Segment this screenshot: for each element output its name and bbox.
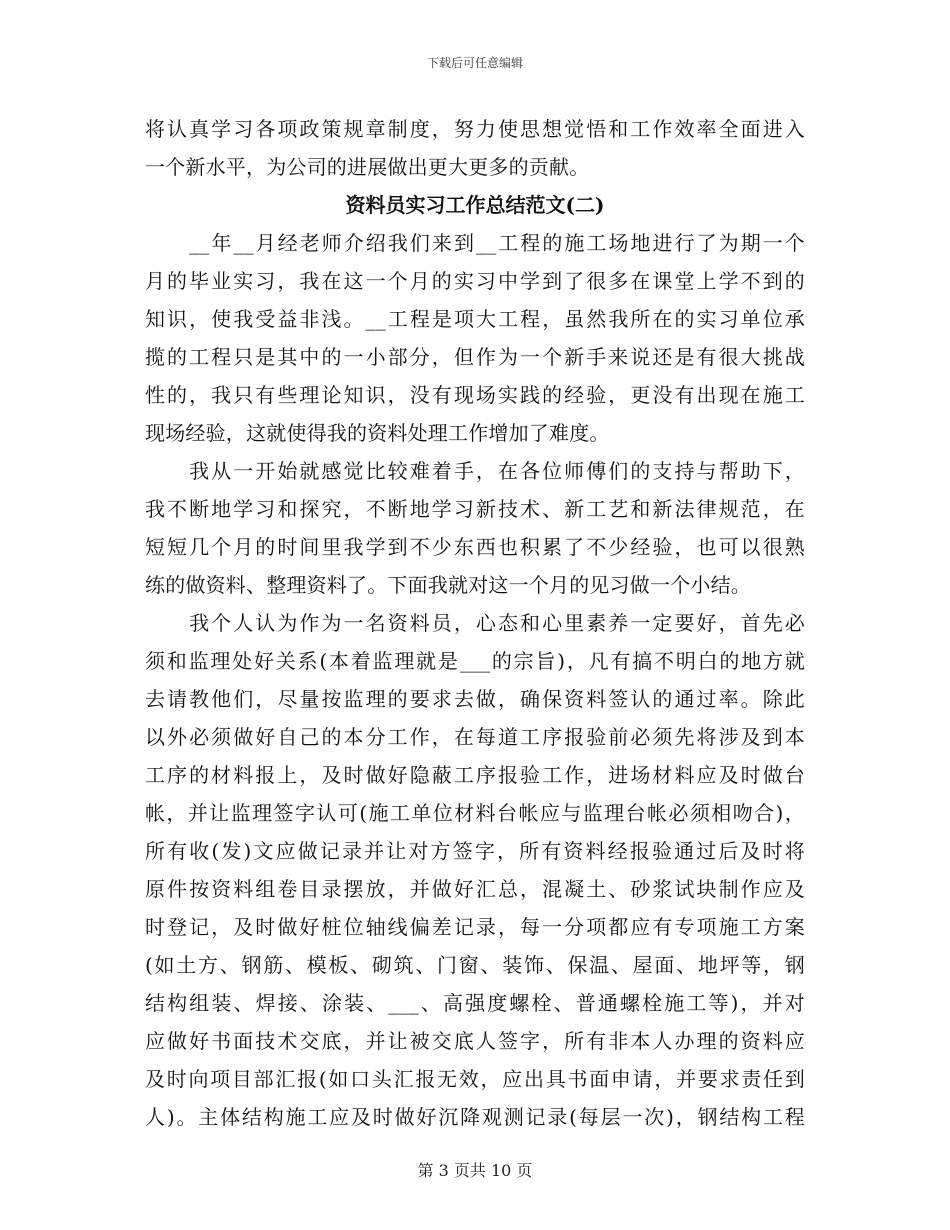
document-body — [145, 110, 805, 1136]
body-line: 知识，使我受益非浅。__工程是项大工程，虽然我所在的实习单位承 — [145, 307, 805, 331]
page-header: 下载后可任意编辑 — [426, 56, 523, 70]
body-line: 一个新水平，为公司的进展做出更大更多的贡献。 — [145, 155, 590, 179]
body-line: 短短几个月的时间里我学到不少东西也积累了不少经验，也可以很熟 — [145, 535, 805, 559]
body-line: 所有收(发)文应做记录并让对方签字，所有资料经报验通过后及时将 — [145, 839, 805, 863]
body-line: 我从一开始就感觉比较难着手，在各位师傅们的支持与帮助下， — [145, 459, 805, 483]
body-line: 应做好书面技术交底，并让被交底人签字，所有非本人办理的资料应 — [145, 1029, 805, 1053]
body-line: 结构组装、焊接、涂装、___、高强度螺栓、普通螺栓施工等)，并对 — [145, 991, 805, 1015]
body-line: 须和监理处好关系(本着监理就是___的宗旨)，凡有搞不明白的地方就 — [145, 649, 805, 673]
body-line: 现场经验，这就使得我的资料处理工作增加了难度。 — [145, 421, 610, 445]
body-line: 我个人认为作为一名资料员，心态和心里素养一定要好，首先必 — [145, 611, 805, 635]
body-line: (如土方、钢筋、模板、砌筑、门窗、装饰、保温、屋面、地坪等，钢 — [145, 953, 805, 977]
body-line: 去请教他们，尽量按监理的要求去做，确保资料签认的通过率。除此 — [145, 687, 805, 711]
body-line: 工序的材料报上，及时做好隐蔽工序报验工作，进场材料应及时做台 — [145, 763, 805, 787]
body-line: 及时向项目部汇报(如口头汇报无效，应出具书面申请，并要求责任到 — [145, 1067, 805, 1091]
body-line: __年__月经老师介绍我们来到__工程的施工场地进行了为期一个 — [145, 231, 805, 255]
body-line: 练的做资料、整理资料了。下面我就对这一个月的见习做一个小结。 — [145, 573, 751, 597]
page-footer: 第 3 页共 10 页 — [417, 1161, 533, 1180]
body-line: 以外必须做好自己的本分工作，在每道工序报验前必须先将涉及到本 — [145, 725, 805, 749]
section-title: 资料员实习工作总结范文(二) — [345, 193, 605, 217]
body-line: 原件按资料组卷目录摆放，并做好汇总，混凝土、砂浆试块制作应及 — [145, 877, 805, 901]
body-line: 将认真学习各项政策规章制度，努力使思想觉悟和工作效率全面进入 — [145, 117, 805, 141]
body-line: 月的毕业实习，我在这一个月的实习中学到了很多在课堂上学不到的 — [145, 269, 805, 293]
body-line: 性的，我只有些理论知识，没有现场实践的经验，更没有出现在施工 — [145, 383, 805, 407]
body-line: 帐，并让监理签字认可(施工单位材料台帐应与监理台帐必须相吻合)， — [145, 801, 805, 825]
body-line: 时登记，及时做好桩位轴线偏差记录，每一分项都应有专项施工方案 — [145, 915, 805, 939]
body-line: 人)。主体结构施工应及时做好沉降观测记录(每层一次)，钢结构工程 — [145, 1105, 805, 1129]
body-line: 揽的工程只是其中的一小部分，但作为一个新手来说还是有很大挑战 — [145, 345, 805, 369]
body-line: 我不断地学习和探究，不断地学习新技术、新工艺和新法律规范，在 — [145, 497, 805, 521]
